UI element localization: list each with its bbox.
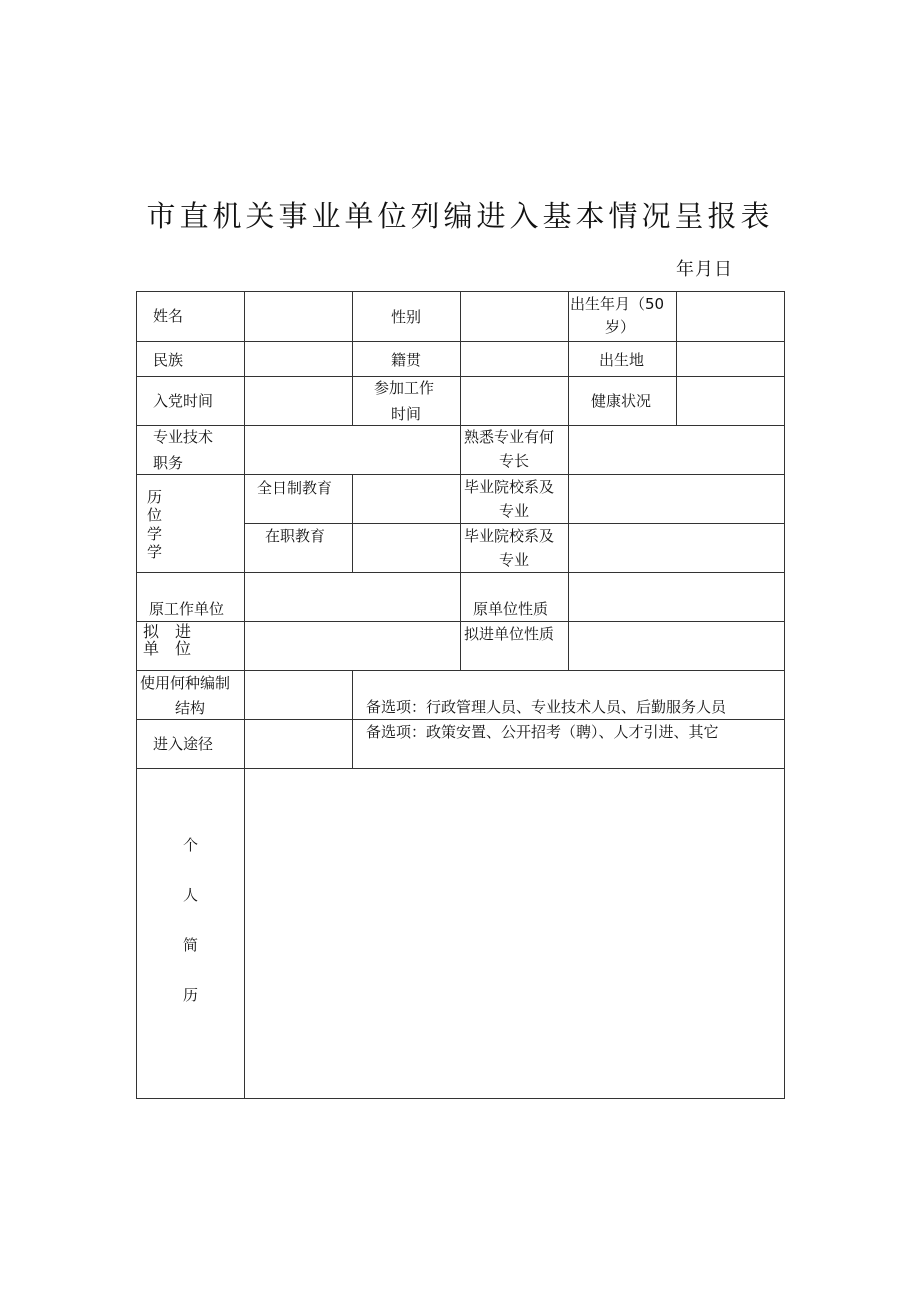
native-place-label-cell: [352, 341, 461, 377]
fulltime-school-label-line1: 毕业院校系及: [464, 478, 555, 496]
work-start-label-line2: 时间: [391, 405, 422, 423]
proposed-unit-nature-label: 拟进单位性质: [464, 625, 555, 643]
birthplace-label: 出生地: [599, 351, 645, 369]
proposed-unit-field[interactable]: [244, 621, 461, 671]
prev-unit-field[interactable]: [244, 572, 461, 622]
ethnicity-label: 民族: [153, 351, 184, 369]
inservice-school-label-line2: 专业: [499, 551, 530, 569]
gender-label: 性别: [391, 308, 422, 326]
work-start-label-cell: [352, 376, 461, 426]
proposed-unit-nature-label-cell: [460, 621, 569, 671]
staffing-type-label-line2: 结构: [175, 699, 206, 717]
education-label-cell: [136, 474, 245, 573]
proposed-unit-label-cell: [136, 621, 245, 671]
staffing-type-label-line1: 使用何种编制: [140, 674, 231, 692]
resume-char-3: 简: [183, 936, 199, 954]
work-start-field[interactable]: [460, 376, 569, 426]
name-field[interactable]: [244, 291, 353, 342]
prof-title-label-line2: 职务: [153, 454, 184, 472]
fulltime-school-label-line2: 专业: [499, 502, 530, 520]
birth-field[interactable]: [676, 291, 785, 342]
resume-char-2: 人: [183, 886, 199, 904]
name-label: 姓名: [153, 307, 184, 325]
inservice-edu-field[interactable]: [352, 523, 461, 573]
inservice-edu-label: 在职教育: [265, 527, 326, 545]
birthplace-field[interactable]: [676, 341, 785, 377]
birth-label-line2: 岁）: [605, 318, 636, 336]
prev-unit-label: 原工作单位: [149, 600, 225, 618]
prev-unit-nature-field[interactable]: [568, 572, 785, 622]
fulltime-edu-label-cell: [244, 474, 353, 524]
specialty-label-line1: 熟悉专业有何: [464, 428, 555, 446]
entry-options-text: 备选项：政策安置、公开招考（聘）、人才引进、其它: [366, 723, 719, 741]
prev-unit-label-cell: [136, 572, 245, 622]
gender-label-cell: [352, 291, 461, 342]
party-time-label-cell: [136, 376, 245, 426]
resume-char-1: 个: [183, 836, 199, 854]
birth-label-line1: 出生年月（50: [570, 295, 665, 313]
gender-field[interactable]: [460, 291, 569, 342]
native-place-label: 籍贯: [391, 351, 422, 369]
ethnicity-field[interactable]: [244, 341, 353, 377]
proposed-unit-label-line2: 单 位: [143, 639, 192, 658]
birth-label-cell: [568, 291, 677, 342]
entry-route-label-cell: [136, 719, 245, 769]
prof-title-label-line1: 专业技术: [153, 428, 214, 446]
form-title: 市直机关事业单位列编进入基本情况呈报表: [146, 199, 774, 233]
resume-char-4: 历: [183, 986, 199, 1004]
party-time-field[interactable]: [244, 376, 353, 426]
fulltime-edu-label: 全日制教育: [257, 479, 333, 497]
work-start-label-line1: 参加工作: [374, 379, 435, 397]
resume-field[interactable]: [244, 768, 785, 1099]
party-time-label: 入党时间: [153, 392, 214, 410]
staffing-type-field[interactable]: [244, 670, 353, 720]
education-char-2: 位: [147, 506, 163, 524]
health-field[interactable]: [676, 376, 785, 426]
native-place-field[interactable]: [460, 341, 569, 377]
prev-unit-nature-label: 原单位性质: [473, 600, 549, 618]
entry-route-field[interactable]: [244, 719, 353, 769]
resume-label-cell: [136, 768, 245, 1099]
proposed-unit-label-line1: 拟 进: [143, 622, 192, 641]
fulltime-edu-field[interactable]: [352, 474, 461, 524]
fulltime-school-label-cell: [460, 474, 569, 524]
proposed-unit-nature-field[interactable]: [568, 621, 785, 671]
staffing-type-label-cell: [136, 670, 245, 720]
education-char-4: 学: [147, 543, 163, 561]
prof-title-label-cell: [136, 425, 245, 475]
specialty-label-cell: [460, 425, 569, 475]
ethnicity-label-cell: [136, 341, 245, 377]
inservice-school-label-line1: 毕业院校系及: [464, 527, 555, 545]
fulltime-school-field[interactable]: [568, 474, 785, 524]
staffing-options-cell: [352, 670, 785, 720]
inservice-school-field[interactable]: [568, 523, 785, 573]
health-label-cell: [568, 376, 677, 426]
staffing-options-text: 备选项：行政管理人员、专业技术人员、后勤服务人员: [366, 698, 727, 716]
prev-unit-nature-label-cell: [460, 572, 569, 622]
specialty-label-line2: 专长: [499, 452, 530, 470]
name-label-cell: [136, 291, 245, 342]
prof-title-field[interactable]: [244, 425, 461, 475]
birthplace-label-cell: [568, 341, 677, 377]
entry-options-cell: [352, 719, 785, 769]
education-char-1: 历: [147, 488, 163, 506]
date-label: 年月日: [676, 259, 733, 280]
education-char-3: 学: [147, 525, 163, 543]
entry-route-label: 进入途径: [153, 735, 214, 753]
inservice-school-label-cell: [460, 523, 569, 573]
inservice-edu-label-cell: [244, 523, 353, 573]
health-label: 健康状况: [591, 392, 652, 410]
specialty-field[interactable]: [568, 425, 785, 475]
